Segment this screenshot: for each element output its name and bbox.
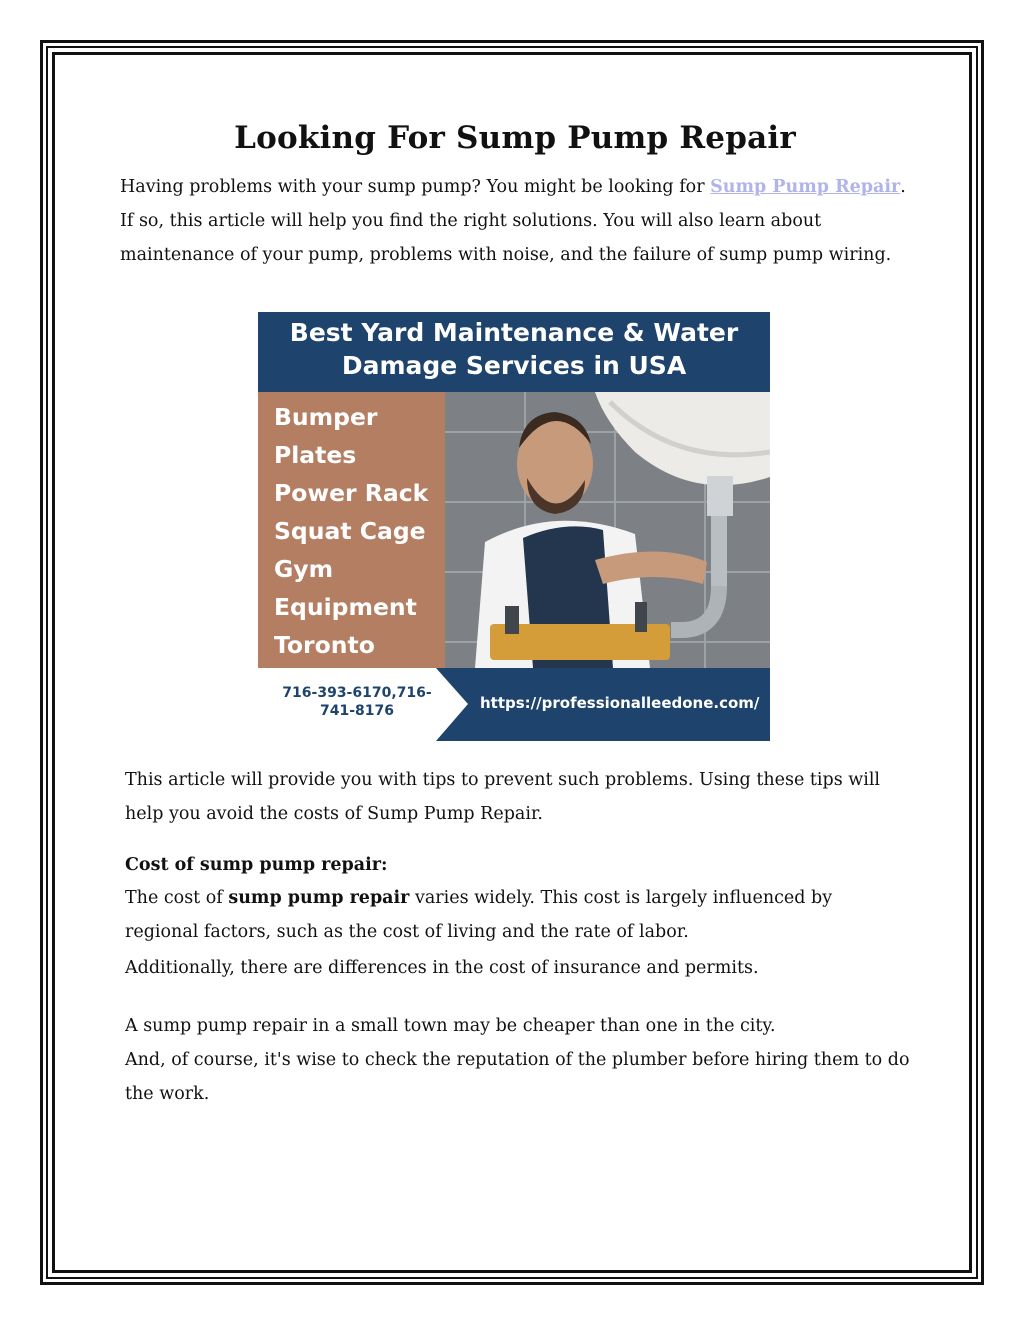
cost-paragraph <box>120 881 910 949</box>
banner-headline <box>258 312 770 392</box>
banner-footer <box>258 668 770 741</box>
banner-item-bumper: Bumper <box>274 403 378 431</box>
cost-heading: Cost of sump pump repair: <box>125 855 388 875</box>
tips-paragraph: This article will provide you with tips to prevent such problems. Using these tips will help you avoid the costs of Sump Pump Repair. <box>125 770 881 824</box>
banner-service-list <box>258 392 445 668</box>
small-town-paragraph: A sump pump repair in a small town may be cheaper than one in the city. <box>125 1016 776 1036</box>
plumber-photo <box>445 392 770 668</box>
intro-paragraph <box>120 170 910 272</box>
cost-text-end: varies widely. This cost is largely influenced by regional factors, such as the cost of living and the rate of labor. <box>125 888 833 942</box>
plumber-illustration <box>445 392 770 668</box>
banner-item-toronto: Toronto <box>274 631 375 659</box>
banner-phone <box>282 684 432 720</box>
sump-pump-repair-link[interactable]: Sump Pump Repair <box>710 177 901 197</box>
advertisement-banner <box>258 312 770 741</box>
banner-url: https://professionalleedone.com/ <box>480 694 760 712</box>
banner-headline-line-2: Damage Services in USA <box>341 351 687 380</box>
banner-phone-line-2: 741-8176 <box>320 703 394 719</box>
banner-item-plates: Plates <box>274 441 357 469</box>
article <box>120 110 910 1111</box>
banner-item-gym: Gym <box>274 555 334 583</box>
page-title: Looking For Sump Pump Repair <box>234 120 796 156</box>
reputation-paragraph: And, of course, it's wise to check the reputation of the plumber before hiring them to do the work. <box>125 1050 910 1104</box>
cost-bold-term: sump pump repair <box>228 888 410 908</box>
insurance-paragraph: Additionally, there are differences in the cost of insurance and permits. <box>125 958 759 978</box>
banner-headline-line-1: Best Yard Maintenance & Water <box>289 318 739 347</box>
intro-text-start: Having problems with your sump pump? You might be looking for <box>120 177 711 197</box>
banner-item-squat-cage: Squat Cage <box>274 517 426 545</box>
intro-text-end: . If so, this article will help you find the right solutions. You will also learn about maintenance of your pump, problems with noise, and the failure of sump pump wiring. <box>120 177 906 265</box>
cost-text-start: The cost of <box>125 888 229 908</box>
banner-phone-line-1: 716-393-6170,716- <box>282 685 432 701</box>
banner-item-equipment: Equipment <box>274 593 417 621</box>
banner-item-power-rack: Power Rack <box>274 479 429 507</box>
